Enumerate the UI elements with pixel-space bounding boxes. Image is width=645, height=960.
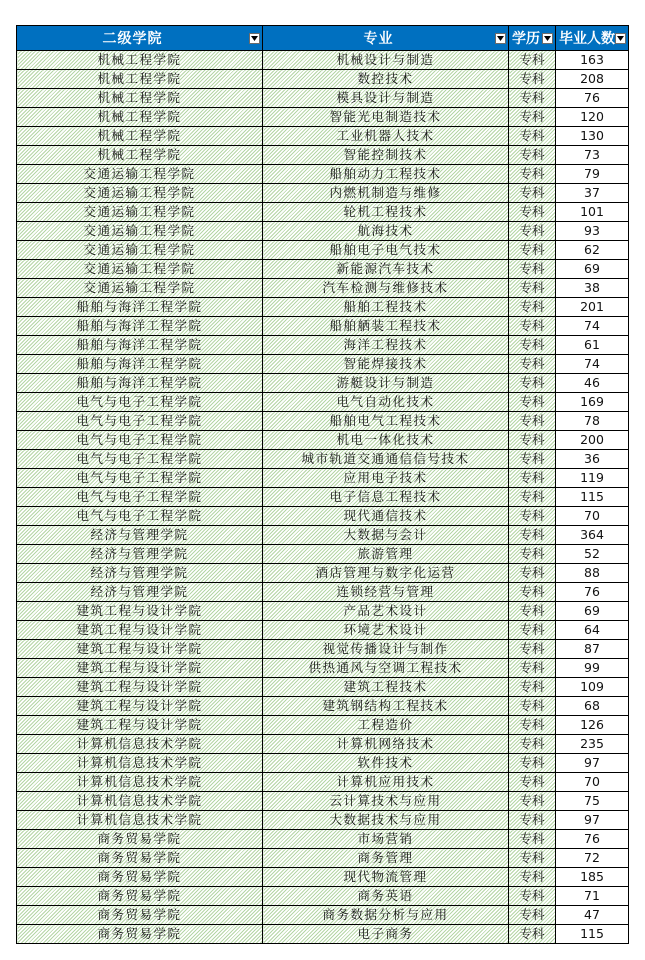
- cell-major[interactable]: 云计算技术与应用: [263, 792, 509, 811]
- header-major[interactable]: [263, 26, 509, 51]
- table-row[interactable]: [17, 393, 629, 412]
- cell-level[interactable]: 专科: [509, 773, 556, 792]
- cell-major[interactable]: 内燃机制造与维修: [263, 184, 509, 203]
- cell-major[interactable]: 供热通风与空调工程技术: [263, 659, 509, 678]
- cell-graduates[interactable]: 76: [556, 583, 629, 602]
- cell-college[interactable]: 机械工程学院: [17, 70, 263, 89]
- spreadsheet-table: [16, 25, 629, 944]
- cell-level[interactable]: 专科: [509, 51, 556, 70]
- table-row[interactable]: [17, 925, 629, 944]
- cell-level[interactable]: 专科: [509, 526, 556, 545]
- cell-graduates[interactable]: 75: [556, 792, 629, 811]
- header-level-label: 学历: [512, 31, 540, 47]
- cell-graduates[interactable]: 88: [556, 564, 629, 583]
- table-row[interactable]: [17, 602, 629, 621]
- cell-college[interactable]: 交通运输工程学院: [17, 203, 263, 222]
- cell-level[interactable]: 专科: [509, 393, 556, 412]
- cell-major[interactable]: 船舶舾装工程技术: [263, 317, 509, 336]
- cell-level[interactable]: 专科: [509, 754, 556, 773]
- table-row[interactable]: [17, 431, 629, 450]
- cell-graduates[interactable]: 79: [556, 165, 629, 184]
- cell-college[interactable]: 船舶与海洋工程学院: [17, 298, 263, 317]
- table-row[interactable]: [17, 583, 629, 602]
- cell-college[interactable]: 机械工程学院: [17, 108, 263, 127]
- cell-graduates[interactable]: 52: [556, 545, 629, 564]
- header-row: [17, 26, 629, 51]
- cell-level[interactable]: 专科: [509, 792, 556, 811]
- cell-level[interactable]: 专科: [509, 165, 556, 184]
- cell-graduates[interactable]: 72: [556, 849, 629, 868]
- cell-college[interactable]: 电气与电子工程学院: [17, 488, 263, 507]
- cell-graduates[interactable]: 109: [556, 678, 629, 697]
- cell-graduates[interactable]: 71: [556, 887, 629, 906]
- cell-college[interactable]: 商务贸易学院: [17, 906, 263, 925]
- table-row[interactable]: [17, 222, 629, 241]
- cell-major[interactable]: 视觉传播设计与制作: [263, 640, 509, 659]
- cell-level[interactable]: 专科: [509, 545, 556, 564]
- cell-major[interactable]: 大数据与会计: [263, 526, 509, 545]
- filter-dropdown-icon[interactable]: [249, 33, 260, 44]
- cell-level[interactable]: 专科: [509, 678, 556, 697]
- cell-level[interactable]: 专科: [509, 298, 556, 317]
- cell-college[interactable]: 计算机信息技术学院: [17, 773, 263, 792]
- table-row[interactable]: [17, 545, 629, 564]
- cell-graduates[interactable]: 163: [556, 51, 629, 70]
- table-row[interactable]: [17, 165, 629, 184]
- cell-college[interactable]: 计算机信息技术学院: [17, 754, 263, 773]
- filter-dropdown-icon[interactable]: [615, 33, 626, 44]
- cell-level[interactable]: 专科: [509, 317, 556, 336]
- table-row[interactable]: [17, 184, 629, 203]
- table-row[interactable]: [17, 526, 629, 545]
- cell-level[interactable]: 专科: [509, 70, 556, 89]
- table-row[interactable]: [17, 108, 629, 127]
- cell-college[interactable]: 电气与电子工程学院: [17, 412, 263, 431]
- table-row[interactable]: [17, 241, 629, 260]
- cell-level[interactable]: 专科: [509, 640, 556, 659]
- header-graduates-label: 毕业人数: [559, 31, 615, 47]
- cell-major[interactable]: 计算机网络技术: [263, 735, 509, 754]
- cell-college[interactable]: 机械工程学院: [17, 146, 263, 165]
- cell-college[interactable]: 商务贸易学院: [17, 868, 263, 887]
- cell-graduates[interactable]: 46: [556, 374, 629, 393]
- cell-major[interactable]: 软件技术: [263, 754, 509, 773]
- cell-graduates[interactable]: 364: [556, 526, 629, 545]
- cell-level[interactable]: 专科: [509, 127, 556, 146]
- cell-college[interactable]: 机械工程学院: [17, 89, 263, 108]
- cell-major[interactable]: 应用电子技术: [263, 469, 509, 488]
- cell-college[interactable]: 船舶与海洋工程学院: [17, 355, 263, 374]
- table-row[interactable]: [17, 754, 629, 773]
- cell-graduates[interactable]: 235: [556, 735, 629, 754]
- cell-graduates[interactable]: 200: [556, 431, 629, 450]
- table-row[interactable]: [17, 621, 629, 640]
- cell-level[interactable]: 专科: [509, 355, 556, 374]
- cell-graduates[interactable]: 120: [556, 108, 629, 127]
- cell-major[interactable]: 旅游管理: [263, 545, 509, 564]
- table-row[interactable]: [17, 298, 629, 317]
- cell-level[interactable]: 专科: [509, 469, 556, 488]
- table-row[interactable]: [17, 450, 629, 469]
- cell-college[interactable]: 经济与管理学院: [17, 564, 263, 583]
- cell-graduates[interactable]: 208: [556, 70, 629, 89]
- cell-major[interactable]: 大数据技术与应用: [263, 811, 509, 830]
- table-row[interactable]: [17, 697, 629, 716]
- cell-level[interactable]: 专科: [509, 697, 556, 716]
- cell-major[interactable]: 新能源汽车技术: [263, 260, 509, 279]
- cell-college[interactable]: 电气与电子工程学院: [17, 393, 263, 412]
- cell-major[interactable]: 商务管理: [263, 849, 509, 868]
- cell-major[interactable]: 机电一体化技术: [263, 431, 509, 450]
- cell-graduates[interactable]: 185: [556, 868, 629, 887]
- cell-major[interactable]: 市场营销: [263, 830, 509, 849]
- header-graduates[interactable]: [556, 26, 629, 51]
- cell-graduates[interactable]: 169: [556, 393, 629, 412]
- cell-major[interactable]: 商务英语: [263, 887, 509, 906]
- cell-college[interactable]: 计算机信息技术学院: [17, 792, 263, 811]
- cell-major[interactable]: 汽车检测与维修技术: [263, 279, 509, 298]
- cell-major[interactable]: 产品艺术设计: [263, 602, 509, 621]
- cell-graduates[interactable]: 68: [556, 697, 629, 716]
- cell-graduates[interactable]: 47: [556, 906, 629, 925]
- cell-graduates[interactable]: 69: [556, 260, 629, 279]
- cell-graduates[interactable]: 76: [556, 830, 629, 849]
- cell-major[interactable]: 商务数据分析与应用: [263, 906, 509, 925]
- cell-graduates[interactable]: 87: [556, 640, 629, 659]
- cell-graduates[interactable]: 101: [556, 203, 629, 222]
- cell-college[interactable]: 电气与电子工程学院: [17, 450, 263, 469]
- cell-level[interactable]: 专科: [509, 830, 556, 849]
- cell-major[interactable]: 模具设计与制造: [263, 89, 509, 108]
- cell-college[interactable]: 交通运输工程学院: [17, 260, 263, 279]
- cell-graduates[interactable]: 64: [556, 621, 629, 640]
- table-row[interactable]: [17, 640, 629, 659]
- cell-major[interactable]: 城市轨道交通通信信号技术: [263, 450, 509, 469]
- cell-level[interactable]: 专科: [509, 602, 556, 621]
- cell-college[interactable]: 经济与管理学院: [17, 583, 263, 602]
- cell-college[interactable]: 交通运输工程学院: [17, 279, 263, 298]
- cell-graduates[interactable]: 76: [556, 89, 629, 108]
- cell-level[interactable]: 专科: [509, 868, 556, 887]
- table-row[interactable]: [17, 659, 629, 678]
- cell-graduates[interactable]: 61: [556, 336, 629, 355]
- cell-college[interactable]: 计算机信息技术学院: [17, 735, 263, 754]
- cell-level[interactable]: 专科: [509, 887, 556, 906]
- cell-level[interactable]: 专科: [509, 374, 556, 393]
- cell-level[interactable]: 专科: [509, 583, 556, 602]
- cell-graduates[interactable]: 70: [556, 773, 629, 792]
- cell-graduates[interactable]: 115: [556, 488, 629, 507]
- cell-level[interactable]: 专科: [509, 621, 556, 640]
- cell-college[interactable]: 船舶与海洋工程学院: [17, 317, 263, 336]
- cell-college[interactable]: 商务贸易学院: [17, 887, 263, 906]
- cell-graduates[interactable]: 37: [556, 184, 629, 203]
- cell-college[interactable]: 建筑工程与设计学院: [17, 602, 263, 621]
- cell-level[interactable]: 专科: [509, 659, 556, 678]
- cell-major[interactable]: 数控技术: [263, 70, 509, 89]
- cell-college[interactable]: 建筑工程与设计学院: [17, 716, 263, 735]
- table-row[interactable]: [17, 469, 629, 488]
- table-row[interactable]: [17, 412, 629, 431]
- table-row[interactable]: [17, 127, 629, 146]
- cell-level[interactable]: 专科: [509, 146, 556, 165]
- table-row[interactable]: [17, 146, 629, 165]
- cell-major[interactable]: 工程造价: [263, 716, 509, 735]
- cell-college[interactable]: 电气与电子工程学院: [17, 431, 263, 450]
- cell-graduates[interactable]: 119: [556, 469, 629, 488]
- cell-graduates[interactable]: 38: [556, 279, 629, 298]
- cell-level[interactable]: 专科: [509, 811, 556, 830]
- cell-college[interactable]: 船舶与海洋工程学院: [17, 336, 263, 355]
- cell-major[interactable]: 现代通信技术: [263, 507, 509, 526]
- header-college-label: 二级学院: [102, 31, 163, 47]
- cell-college[interactable]: 商务贸易学院: [17, 849, 263, 868]
- cell-level[interactable]: 专科: [509, 431, 556, 450]
- cell-college[interactable]: 计算机信息技术学院: [17, 811, 263, 830]
- cell-major[interactable]: 船舶电子电气技术: [263, 241, 509, 260]
- table-row[interactable]: [17, 906, 629, 925]
- cell-major[interactable]: 海洋工程技术: [263, 336, 509, 355]
- cell-level[interactable]: 专科: [509, 203, 556, 222]
- table-row[interactable]: [17, 811, 629, 830]
- cell-college[interactable]: 经济与管理学院: [17, 526, 263, 545]
- cell-graduates[interactable]: 74: [556, 317, 629, 336]
- cell-major[interactable]: 电子信息工程技术: [263, 488, 509, 507]
- cell-level[interactable]: 专科: [509, 507, 556, 526]
- table-row[interactable]: [17, 735, 629, 754]
- table-row[interactable]: [17, 355, 629, 374]
- cell-level[interactable]: 专科: [509, 564, 556, 583]
- table-row[interactable]: [17, 849, 629, 868]
- cell-college[interactable]: 建筑工程与设计学院: [17, 678, 263, 697]
- cell-level[interactable]: 专科: [509, 108, 556, 127]
- cell-major[interactable]: 环境艺术设计: [263, 621, 509, 640]
- filter-dropdown-icon[interactable]: [495, 33, 506, 44]
- cell-level[interactable]: 专科: [509, 925, 556, 944]
- cell-major[interactable]: 智能光电制造技术: [263, 108, 509, 127]
- cell-graduates[interactable]: 69: [556, 602, 629, 621]
- cell-major[interactable]: 计算机应用技术: [263, 773, 509, 792]
- table-row[interactable]: [17, 260, 629, 279]
- cell-level[interactable]: 专科: [509, 412, 556, 431]
- cell-major[interactable]: 智能控制技术: [263, 146, 509, 165]
- cell-major[interactable]: 酒店管理与数字化运营: [263, 564, 509, 583]
- table-row[interactable]: [17, 716, 629, 735]
- cell-college[interactable]: 商务贸易学院: [17, 830, 263, 849]
- cell-college[interactable]: 交通运输工程学院: [17, 165, 263, 184]
- cell-level[interactable]: 专科: [509, 450, 556, 469]
- cell-graduates[interactable]: 73: [556, 146, 629, 165]
- table-row[interactable]: [17, 887, 629, 906]
- cell-level[interactable]: 专科: [509, 336, 556, 355]
- cell-graduates[interactable]: 93: [556, 222, 629, 241]
- cell-college[interactable]: 建筑工程与设计学院: [17, 697, 263, 716]
- cell-graduates[interactable]: 97: [556, 754, 629, 773]
- table-row[interactable]: [17, 203, 629, 222]
- table-row[interactable]: [17, 279, 629, 298]
- cell-graduates[interactable]: 201: [556, 298, 629, 317]
- cell-graduates[interactable]: 36: [556, 450, 629, 469]
- cell-major[interactable]: 工业机器人技术: [263, 127, 509, 146]
- cell-level[interactable]: 专科: [509, 184, 556, 203]
- cell-graduates[interactable]: 97: [556, 811, 629, 830]
- cell-graduates[interactable]: 74: [556, 355, 629, 374]
- cell-graduates[interactable]: 126: [556, 716, 629, 735]
- cell-graduates[interactable]: 70: [556, 507, 629, 526]
- header-college[interactable]: [17, 26, 263, 51]
- cell-level[interactable]: 专科: [509, 716, 556, 735]
- cell-level[interactable]: 专科: [509, 279, 556, 298]
- header-level[interactable]: [509, 26, 556, 51]
- cell-college[interactable]: 交通运输工程学院: [17, 222, 263, 241]
- cell-major[interactable]: 机械设计与制造: [263, 51, 509, 70]
- cell-college[interactable]: 建筑工程与设计学院: [17, 621, 263, 640]
- cell-graduates[interactable]: 78: [556, 412, 629, 431]
- cell-major[interactable]: 游艇设计与制造: [263, 374, 509, 393]
- cell-college[interactable]: 电气与电子工程学院: [17, 469, 263, 488]
- cell-major[interactable]: 船舶工程技术: [263, 298, 509, 317]
- cell-college[interactable]: 交通运输工程学院: [17, 241, 263, 260]
- table-row[interactable]: [17, 51, 629, 70]
- cell-graduates[interactable]: 62: [556, 241, 629, 260]
- cell-college[interactable]: 机械工程学院: [17, 127, 263, 146]
- cell-college[interactable]: 经济与管理学院: [17, 545, 263, 564]
- cell-major[interactable]: 连锁经营与管理: [263, 583, 509, 602]
- header-major-label: 专业: [363, 31, 394, 47]
- cell-major[interactable]: 建筑工程技术: [263, 678, 509, 697]
- cell-major[interactable]: 建筑钢结构工程技术: [263, 697, 509, 716]
- cell-college[interactable]: 电气与电子工程学院: [17, 507, 263, 526]
- table-row[interactable]: [17, 792, 629, 811]
- table-row[interactable]: [17, 507, 629, 526]
- cell-level[interactable]: 专科: [509, 735, 556, 754]
- cell-major[interactable]: 电气自动化技术: [263, 393, 509, 412]
- table-row[interactable]: [17, 89, 629, 108]
- cell-level[interactable]: 专科: [509, 222, 556, 241]
- cell-major[interactable]: 航海技术: [263, 222, 509, 241]
- cell-graduates[interactable]: 99: [556, 659, 629, 678]
- cell-level[interactable]: 专科: [509, 260, 556, 279]
- table-row[interactable]: [17, 374, 629, 393]
- cell-level[interactable]: 专科: [509, 89, 556, 108]
- cell-college[interactable]: 建筑工程与设计学院: [17, 640, 263, 659]
- cell-graduates[interactable]: 115: [556, 925, 629, 944]
- table-row[interactable]: [17, 70, 629, 89]
- cell-college[interactable]: 交通运输工程学院: [17, 184, 263, 203]
- cell-major[interactable]: 现代物流管理: [263, 868, 509, 887]
- cell-major[interactable]: 电子商务: [263, 925, 509, 944]
- cell-level[interactable]: 专科: [509, 241, 556, 260]
- table-body: [17, 51, 629, 944]
- table-row[interactable]: [17, 336, 629, 355]
- table-row[interactable]: [17, 488, 629, 507]
- cell-level[interactable]: 专科: [509, 906, 556, 925]
- table-row[interactable]: [17, 564, 629, 583]
- filter-dropdown-icon[interactable]: [542, 33, 553, 44]
- cell-college[interactable]: 商务贸易学院: [17, 925, 263, 944]
- cell-major[interactable]: 轮机工程技术: [263, 203, 509, 222]
- cell-college[interactable]: 机械工程学院: [17, 51, 263, 70]
- table-row[interactable]: [17, 830, 629, 849]
- cell-major[interactable]: 船舶电气工程技术: [263, 412, 509, 431]
- cell-major[interactable]: 船舶动力工程技术: [263, 165, 509, 184]
- table-row[interactable]: [17, 678, 629, 697]
- table-row[interactable]: [17, 868, 629, 887]
- table-row[interactable]: [17, 773, 629, 792]
- cell-major[interactable]: 智能焊接技术: [263, 355, 509, 374]
- cell-graduates[interactable]: 130: [556, 127, 629, 146]
- cell-level[interactable]: 专科: [509, 488, 556, 507]
- cell-level[interactable]: 专科: [509, 849, 556, 868]
- table-row[interactable]: [17, 317, 629, 336]
- cell-college[interactable]: 建筑工程与设计学院: [17, 659, 263, 678]
- cell-college[interactable]: 船舶与海洋工程学院: [17, 374, 263, 393]
